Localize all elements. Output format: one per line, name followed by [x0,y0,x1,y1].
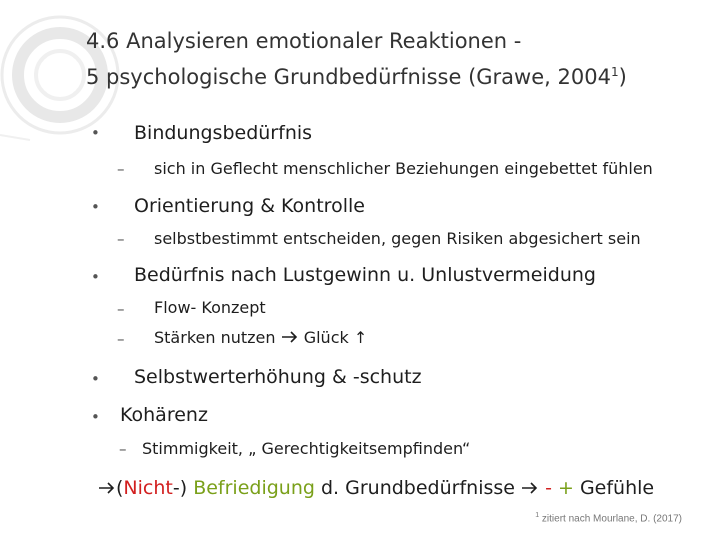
right-arrow-icon [521,481,539,495]
title-footnote-mark: 1 [610,65,619,79]
nicht-text: Nicht [123,477,173,499]
bullet-dot: • [91,198,100,216]
right-arrow-icon [281,330,299,344]
sub-dash: – [117,300,125,318]
bullet-dot: • [91,370,100,388]
footnote: $^1$ zitiert nach Mourlane, D. (2017) [535,512,682,525]
conclusion-line: (Nicht-) Befriedigung d. Grundbedürfnisse - + Gefühle [98,477,654,499]
sub-flow: Flow- Konzept [154,298,266,317]
bullet-kohaerenz: Kohärenz [120,404,208,426]
right-arrow-icon [98,481,116,495]
bullet-selbstwert: Selbstwerterhöhung & -schutz [134,366,422,388]
title-line-2: 5 psychologische Grundbedürfnisse (Grawe, 2004$^1$) [86,65,627,89]
sub-dash: – [119,440,127,458]
sub-orientierung: selbstbestimmt entscheiden, gegen Risiken abgesichert sein [154,229,641,248]
befriedigung-text: Befriedigung [193,477,315,499]
sub-kohaerenz: Stimmigkeit, „ Gerechtigkeitsempfinden“ [142,439,471,458]
bullet-dot: • [91,124,100,142]
title-line-1: 4.6 Analysieren emotionaler Reaktionen - [86,29,522,53]
bullet-dot: • [91,408,100,426]
bullet-orientierung: Orientierung & Kontrolle [134,195,365,217]
bullet-bindung: Bindungsbedürfnis [134,122,313,144]
bullet-dot: • [91,268,100,286]
sub-dash: – [117,160,125,178]
minus-sign: - [545,477,552,499]
sub-bindung: sich in Geflecht menschlicher Beziehungen eingebettet fühlen [154,159,653,178]
plus-sign: + [557,477,574,499]
sub-dash: – [117,230,125,248]
sub-staerken: Stärken nutzen Glück ↑ [154,328,368,347]
bullet-lustgewinn: Bedürfnis nach Lustgewinn u. Unlustvermeidung [134,264,596,286]
sub-dash: – [117,330,125,348]
slide-title [86,26,706,93]
